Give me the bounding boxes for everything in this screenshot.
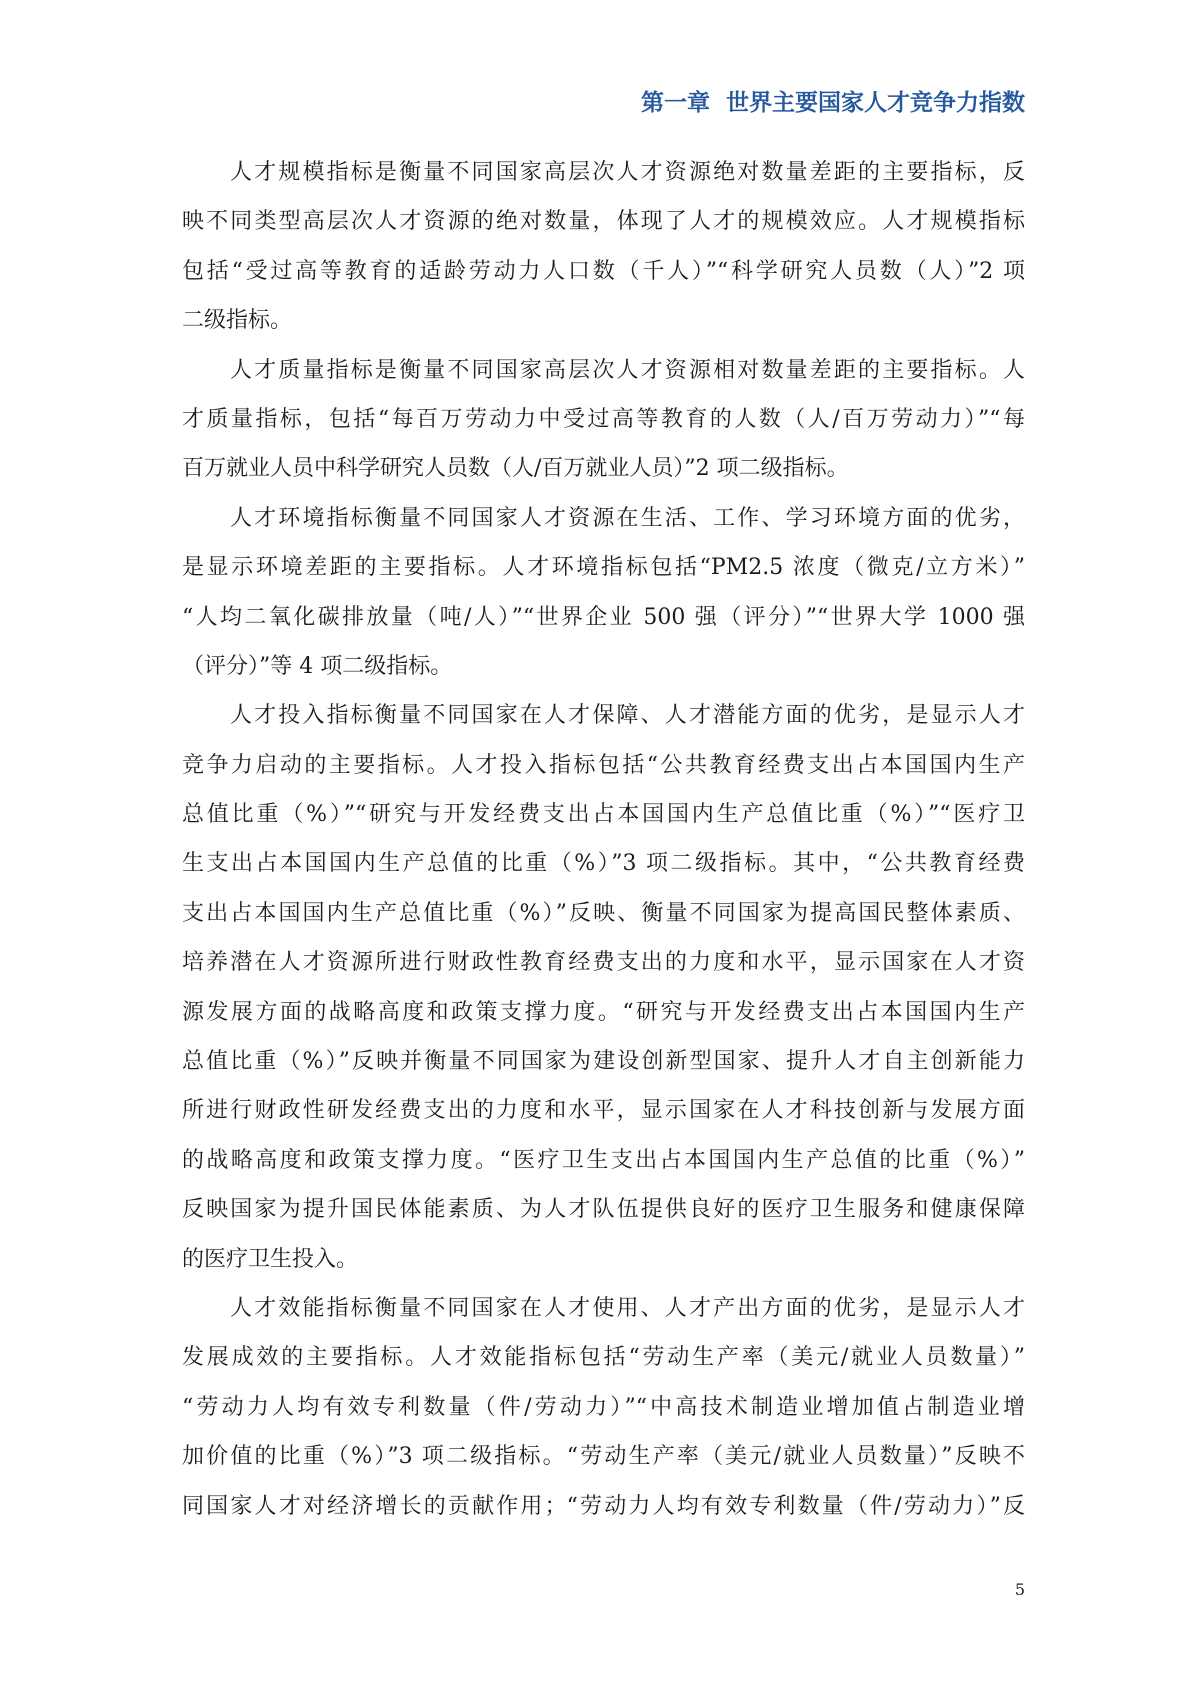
paragraph-line: 源发展方面的战略高度和政策支撑力度。“研究与开发经费支出占本国国内生产 xyxy=(182,999,1025,1025)
paragraph-line: 人才环境指标衡量不同国家人才资源在生活、工作、学习环境方面的优劣， xyxy=(230,505,1025,531)
paragraph-line: 百万就业人员中科学研究人员数（人/百万就业人员）”2 项二级指标。 xyxy=(182,456,849,482)
paragraph-line: 总值比重（%）”反映并衡量不同国家为建设创新型国家、提升人才自主创新能力 xyxy=(182,1049,1025,1075)
paragraph-talent-efficiency xyxy=(182,1284,1025,1531)
paragraph-line: 二级指标。 xyxy=(182,308,293,334)
paragraph-line: 发展成效的主要指标。人才效能指标包括“劳动生产率（美元/就业人员数量）” xyxy=(182,1345,1025,1371)
paragraph-line: 所进行财政性研发经费支出的力度和水平，显示国家在人才科技创新与发展方面 xyxy=(182,1098,1025,1124)
paragraph-line: 总值比重（%）”“研究与开发经费支出占本国国内生产总值比重（%）”“医疗卫 xyxy=(182,802,1025,828)
paragraph-line: 人才规模指标是衡量不同国家高层次人才资源绝对数量差距的主要指标，反 xyxy=(230,160,1025,185)
paragraph-line: 同国家人才对经济增长的贡献作用；“劳动力人均有效专利数量（件/劳动力）”反 xyxy=(182,1493,1025,1519)
paragraph-line: 培养潜在人才资源所进行财政性教育经费支出的力度和水平，显示国家在人才资 xyxy=(182,950,1025,976)
paragraph-line: 才质量指标，包括“每百万劳动力中受过高等教育的人数（人/百万劳动力）”“每 xyxy=(182,406,1025,432)
chapter-header: 第一章 世界主要国家人才竞争力指数 xyxy=(640,90,1025,116)
paragraph-talent-investment xyxy=(182,691,1025,1284)
paragraph-line: 人才效能指标衡量不同国家在人才使用、人才产出方面的优劣，是显示人才 xyxy=(230,1295,1025,1321)
paragraph-line: 竞争力启动的主要指标。人才投入指标包括“公共教育经费支出占本国国内生产 xyxy=(182,752,1025,778)
paragraph-line: 加价值的比重（%）”3 项二级指标。“劳动生产率（美元/就业人员数量）”反映不 xyxy=(182,1444,1025,1470)
paragraph-line: 映不同类型高层次人才资源的绝对数量，体现了人才的规模效应。人才规模指标 xyxy=(182,209,1025,235)
paragraph-line: 人才质量指标是衡量不同国家高层次人才资源相对数量差距的主要指标。人 xyxy=(230,357,1025,383)
paragraph-line: （评分）”等 4 项二级指标。 xyxy=(182,653,453,679)
paragraph-line: 支出占本国国内生产总值比重（%）”反映、衡量不同国家为提高国民整体素质、 xyxy=(182,900,1025,926)
paragraph-talent-quality xyxy=(182,346,1025,494)
paragraph-line: 是显示环境差距的主要指标。人才环境指标包括“PM2.5 浓度（微克/立方米）” xyxy=(182,555,1025,581)
body-text xyxy=(182,148,1025,1531)
paragraph-line: 生支出占本国国内生产总值的比重（%）”3 项二级指标。其中，“公共教育经费 xyxy=(182,851,1025,877)
paragraph-talent-environment xyxy=(182,494,1025,692)
paragraph-line: 的医疗卫生投入。 xyxy=(182,1246,359,1272)
paragraph-line: 人才投入指标衡量不同国家在人才保障、人才潜能方面的优劣，是显示人才 xyxy=(230,703,1025,729)
paragraph-line: 的战略高度和政策支撑力度。“医疗卫生支出占本国国内生产总值的比重（%）” xyxy=(182,1147,1025,1173)
paragraph-line: “劳动力人均有效专利数量（件/劳动力）”“中高技术制造业增加值占制造业增 xyxy=(182,1394,1025,1420)
paragraph-talent-scale xyxy=(182,148,1025,346)
page-number: 5 xyxy=(1014,1580,1025,1599)
paragraph-line: 反映国家为提升国民体能素质、为人才队伍提供良好的医疗卫生服务和健康保障 xyxy=(182,1197,1025,1223)
paragraph-line: 包括“受过高等教育的适龄劳动力人口数（千人）”“科学研究人员数（人）”2 项 xyxy=(182,258,1025,284)
paragraph-line: “人均二氧化碳排放量（吨/人）”“世界企业 500 强（评分）”“世界大学 1000 强 xyxy=(182,604,1025,630)
